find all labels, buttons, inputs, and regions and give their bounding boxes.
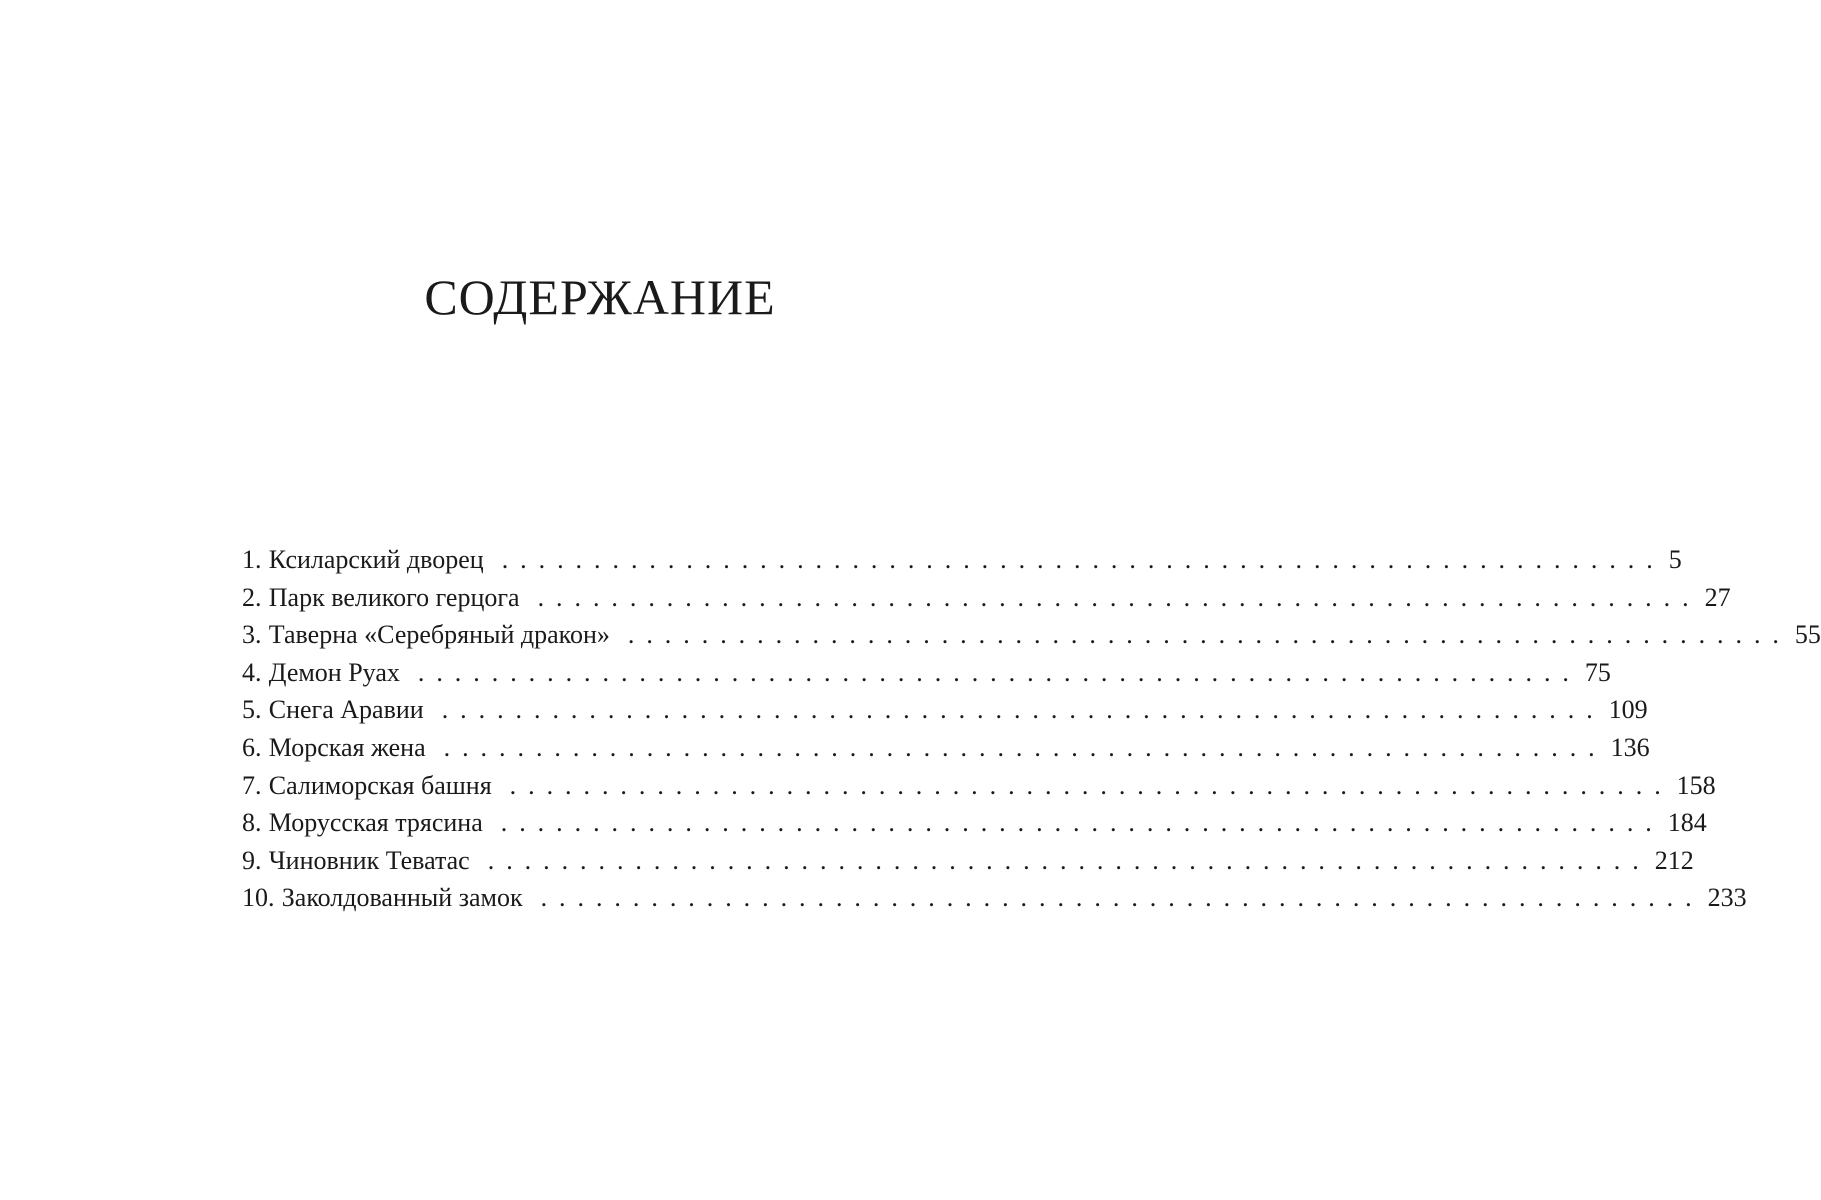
toc-entry — [242, 804, 1707, 842]
toc-entry — [242, 767, 1716, 805]
toc-entry-page: 27 — [1704, 582, 1731, 612]
toc-entry-number: 10. — [242, 883, 275, 913]
toc-entry — [242, 579, 1731, 617]
table-of-contents — [242, 541, 1821, 917]
toc-entry-page: 109 — [1608, 695, 1648, 725]
toc-entry-page: 233 — [1707, 883, 1747, 913]
toc-entry-title: Заколдованный замок — [281, 883, 523, 913]
toc-entry-title: Морусская трясина — [268, 808, 483, 838]
page-title: СОДЕРЖАНИЕ — [424, 269, 776, 325]
toc-entry — [242, 729, 1650, 767]
toc-entry — [242, 691, 1648, 729]
toc-entry-title: Демон Руах — [268, 657, 400, 687]
toc-entry-title: Парк великого герцога — [268, 582, 520, 612]
toc-entry-number: 4. — [242, 657, 262, 687]
toc-entry — [242, 541, 1682, 579]
toc-entry — [242, 842, 1694, 880]
toc-entry-page: 184 — [1667, 808, 1707, 838]
toc-dot-leader: ............................................................... — [540, 883, 1704, 913]
toc-entry-title: Чиновник Теватас — [268, 845, 470, 875]
toc-entry-title: Ксиларский дворец — [268, 545, 484, 574]
toc-entry-title: Морская жена — [268, 732, 426, 762]
toc-entry-title: Снега Аравии — [268, 695, 424, 725]
toc-entry-number: 3. — [242, 620, 262, 650]
toc-entry-title: Салиморская башня — [268, 770, 492, 800]
toc-entry-number: 8. — [242, 808, 262, 838]
toc-entry — [242, 654, 1611, 692]
toc-entry-page: 158 — [1676, 770, 1716, 800]
toc-entry-number: 6. — [242, 732, 262, 762]
toc-entry — [242, 879, 1747, 917]
toc-dot-leader: ............................................................... — [509, 770, 1673, 800]
toc-dot-leader: ............................................................... — [417, 657, 1581, 687]
toc-dot-leader: ............................................................... — [487, 845, 1651, 875]
toc-entry-page: 55 — [1794, 620, 1821, 650]
toc-entry-number: 1. — [242, 545, 262, 574]
toc-entry-number: 5. — [242, 695, 262, 725]
toc-entry-page: 212 — [1654, 845, 1694, 875]
toc-dot-leader: ............................................................... — [441, 695, 1605, 725]
toc-dot-leader: ............................................................... — [501, 545, 1665, 574]
toc-dot-leader: ............................................................... — [443, 732, 1607, 762]
toc-entry-page: 5 — [1668, 545, 1682, 574]
toc-dot-leader: ............................................................... — [537, 582, 1701, 612]
toc-entry-page: 136 — [1610, 732, 1650, 762]
toc-entry — [242, 616, 1821, 654]
toc-entry-number: 2. — [242, 582, 262, 612]
toc-entry-page: 75 — [1584, 657, 1611, 687]
toc-dot-leader: ............................................................... — [627, 620, 1791, 650]
toc-dot-leader: ............................................................... — [500, 808, 1664, 838]
toc-entry-number: 7. — [242, 770, 262, 800]
toc-entry-number: 9. — [242, 845, 262, 875]
toc-entry-title: Таверна «Серебряный дракон» — [268, 620, 610, 650]
